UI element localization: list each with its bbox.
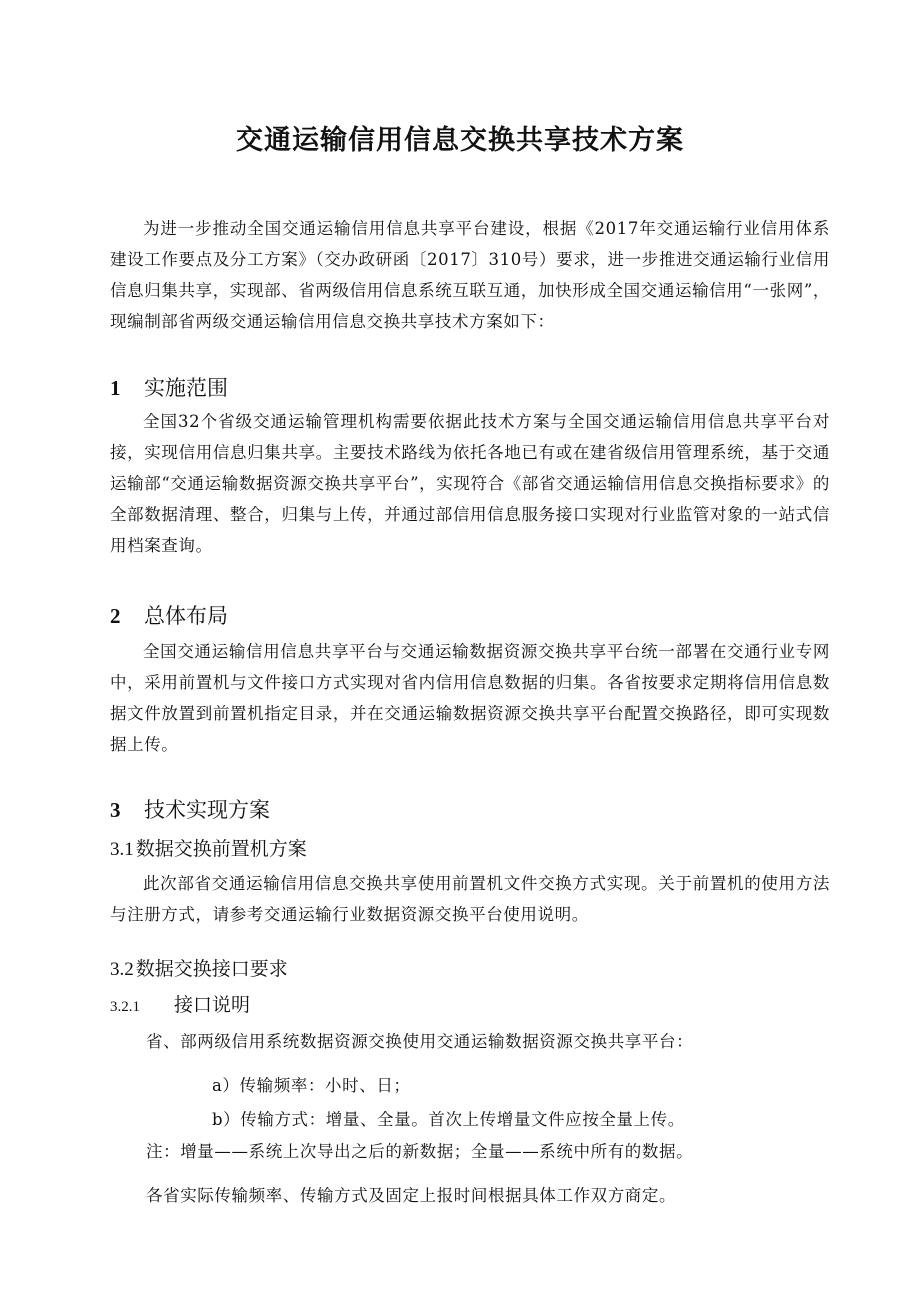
section-2-body: 全国交通运输信用信息共享平台与交通运输数据资源交换共享平台统一部署在交通行业专网中，采用前置机与文件接口方式实现对省内信用信息数据的归集。各省按要求定期将信用信息数据文件放置到前置机指定目录，并在交通运输数据资源交换共享平台配置交换路径，即可实现数据上传。 (110, 642, 830, 754)
intro-paragraph: 为进一步推动全国交通运输信用信息共享平台建设，根据《2017年交通运输行业信用体系建设工作要点及分工方案》（交办政研函〔2017〕310号）要求，进一步推进交通运输行业信用信息归集共享，实现部、省两级信用信息系统互联互通，加快形成全国交通运输信用“一张网”，现编制部省两级交通运输信用信息交换共享技术方案如下： (110, 219, 830, 331)
section-number: 3.2.1 (110, 999, 140, 1015)
section-title: 数据交换前置机方案 (135, 838, 307, 860)
section-title: 接口说明 (174, 994, 251, 1016)
document-title: 交通运输信用信息交换共享技术方案 (236, 125, 684, 156)
section-title: 技术实现方案 (144, 798, 270, 822)
section-3-2-1-heading (110, 990, 250, 1017)
list-item-method: b）传输方式：增量、全量。首次上传增量文件应按全量上传。 (212, 1110, 685, 1129)
section-1-heading (110, 372, 228, 402)
section-title: 实施范围 (144, 376, 228, 400)
interface-description: 省、部两级信用系统数据资源交换使用交通运输数据资源交换共享平台： (146, 1032, 694, 1051)
section-number: 3.1 (110, 839, 134, 860)
section-title: 数据交换接口要求 (135, 958, 288, 980)
section-number: 1 (110, 376, 121, 400)
section-number: 3 (110, 798, 121, 822)
section-title: 总体布局 (144, 604, 228, 628)
section-number: 2 (110, 604, 121, 628)
section-3-2-heading (110, 954, 288, 981)
section-number: 3.2 (110, 959, 134, 980)
section-3-heading (110, 794, 270, 824)
closing-paragraph: 各省实际传输频率、传输方式及固定上报时间根据具体工作双方商定。 (146, 1186, 677, 1205)
section-1-body: 全国32个省级交通运输管理机构需要依据此技术方案与全国交通运输信用信息共享平台对接，实现信用信息归集共享。主要技术路线为依托各地已有或在建省级信用管理系统，基于交通运输部“交通运输数据资源交换共享平台”，实现符合《部省交通运输信用信息交换指标要求》的全部数据清理、整合，归集与上传，并通过部信用信息服务接口实现对行业监管对象的一站式信用档案查询。 (110, 412, 830, 555)
note: 注：增量——系统上次导出之后的新数据；全量——系统中所有的数据。 (146, 1142, 694, 1161)
list-item-frequency: a）传输频率：小时、日； (212, 1076, 411, 1095)
section-2-heading (110, 600, 228, 630)
section-3-1-heading (110, 834, 307, 861)
section-3-1-body: 此次部省交通运输信用信息交换共享使用前置机文件交换方式实现。关于前置机的使用方法与注册方式，请参考交通运输行业数据资源交换平台使用说明。 (110, 874, 830, 924)
